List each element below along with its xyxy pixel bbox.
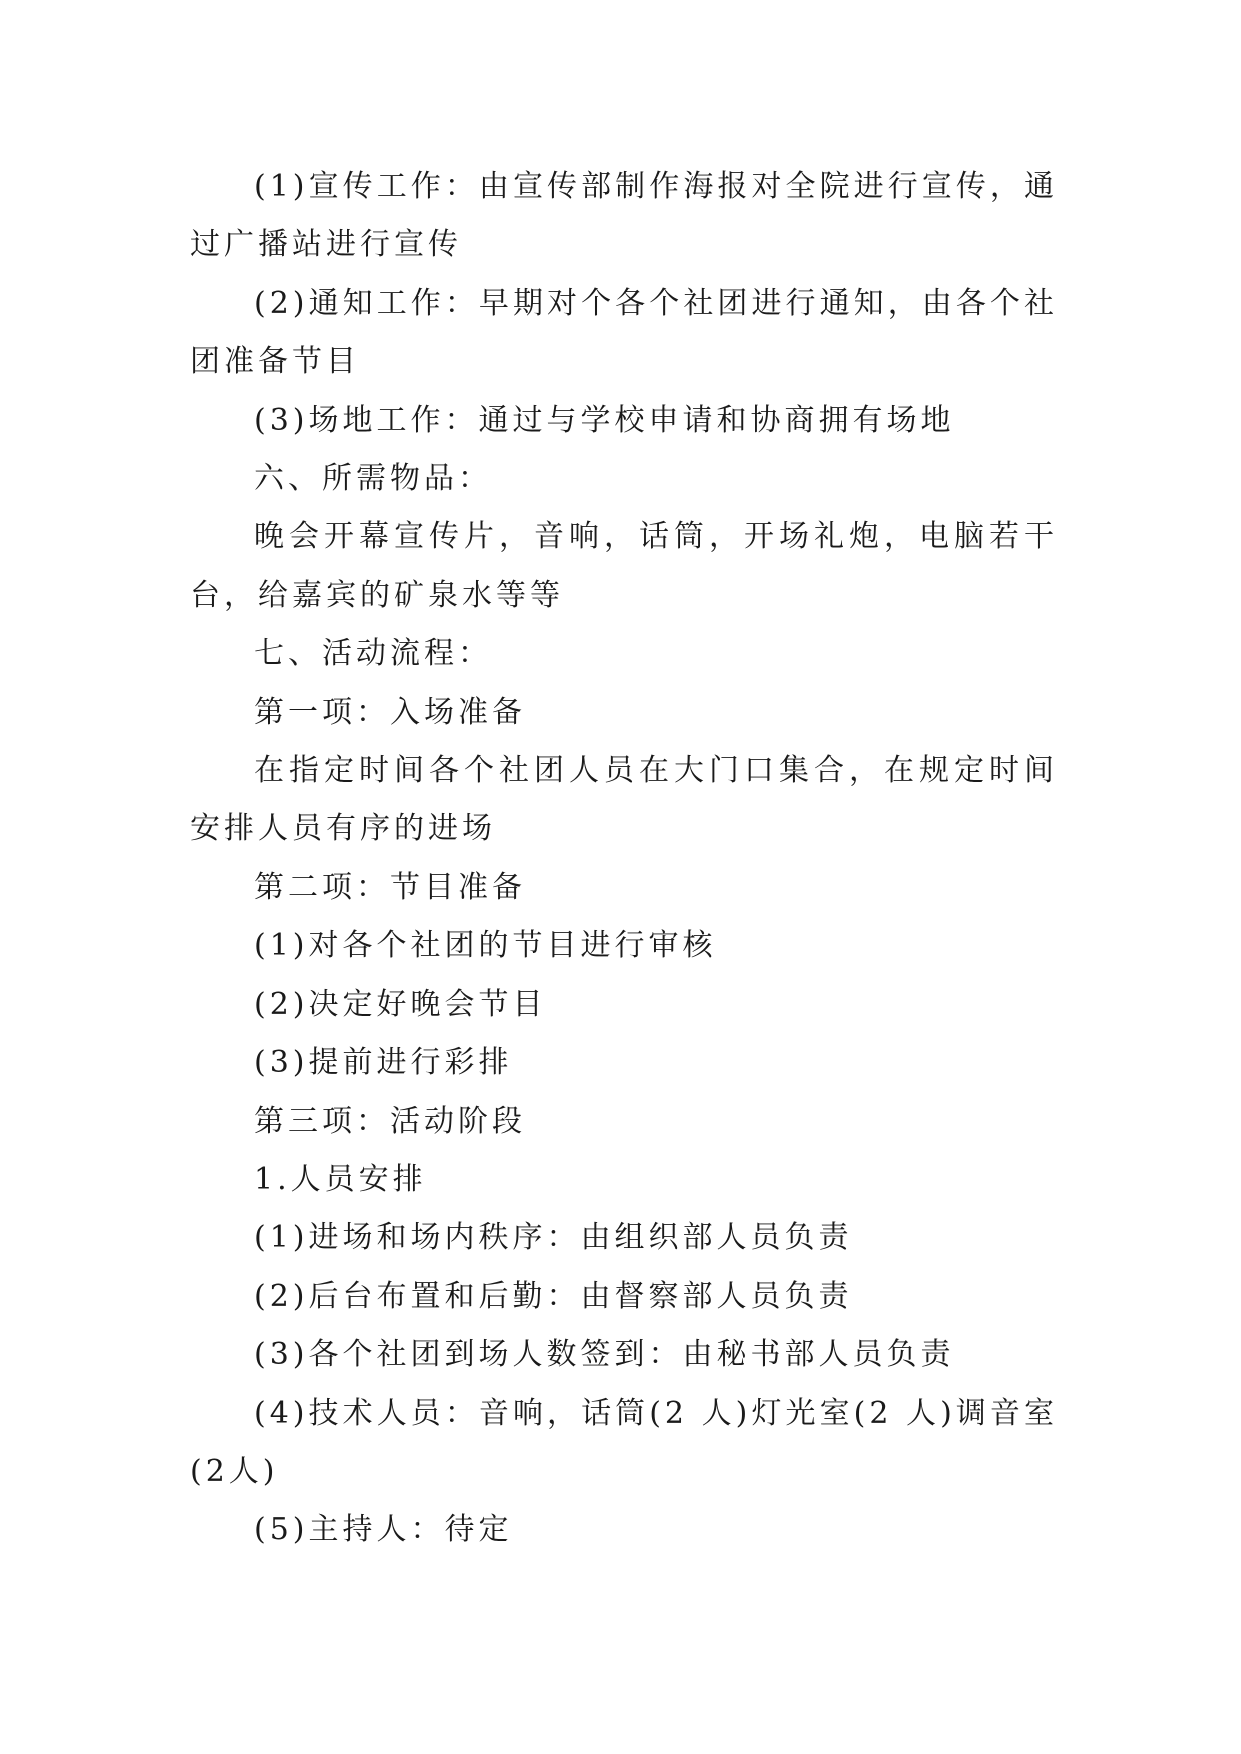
list-item-club-sign-in: (3)各个社团到场人数签到：由秘书部人员负责 bbox=[254, 1337, 955, 1373]
paragraph-entry-preparation: 在指定时间各个社团人员在大门口集合，在规定时间安排人员有序的进场 bbox=[190, 753, 1058, 847]
paragraph-venue-work: (3)场地工作：通过与学校申请和协商拥有场地 bbox=[254, 402, 955, 438]
document-page bbox=[190, 158, 1058, 1560]
section-heading-required-items: 六、所需物品： bbox=[254, 461, 492, 497]
paragraph-publicity-work: (1)宣传工作：由宣传部制作海报对全院进行宣传，通过广播站进行宣传 bbox=[190, 169, 1058, 263]
list-item-decide-programs: (2)决定好晚会节目 bbox=[254, 986, 547, 1022]
paragraph-required-items: 晚会开幕宣传片，音响，话筒，开场礼炮，电脑若干台，给嘉宾的矿泉水等等 bbox=[190, 519, 1058, 613]
step-heading-activity-stage: 第三项：活动阶段 bbox=[254, 1103, 526, 1139]
list-item-technical-staff: (4)技术人员：音响，话筒(2 人)灯光室(2 人)调音室(2人) bbox=[190, 1395, 1058, 1489]
list-item-entry-order: (1)进场和场内秩序：由组织部人员负责 bbox=[254, 1220, 853, 1256]
paragraph-notification-work: (2)通知工作：早期对个各个社团进行通知，由各个社团准备节目 bbox=[190, 285, 1058, 380]
list-item-host: (5)主持人：待定 bbox=[254, 1512, 513, 1548]
list-item-backstage-logistics: (2)后台布置和后勤：由督察部人员负责 bbox=[254, 1278, 853, 1314]
step-heading-entry-preparation: 第一项：入场准备 bbox=[254, 694, 526, 730]
list-item-rehearsal: (3)提前进行彩排 bbox=[254, 1045, 513, 1081]
section-heading-activity-flow: 七、活动流程： bbox=[254, 636, 492, 672]
subheading-staff-arrangement: 1.人员安排 bbox=[254, 1161, 427, 1197]
step-heading-program-preparation: 第二项：节目准备 bbox=[254, 869, 526, 905]
list-item-review-programs: (1)对各个社团的节目进行审核 bbox=[254, 928, 717, 964]
